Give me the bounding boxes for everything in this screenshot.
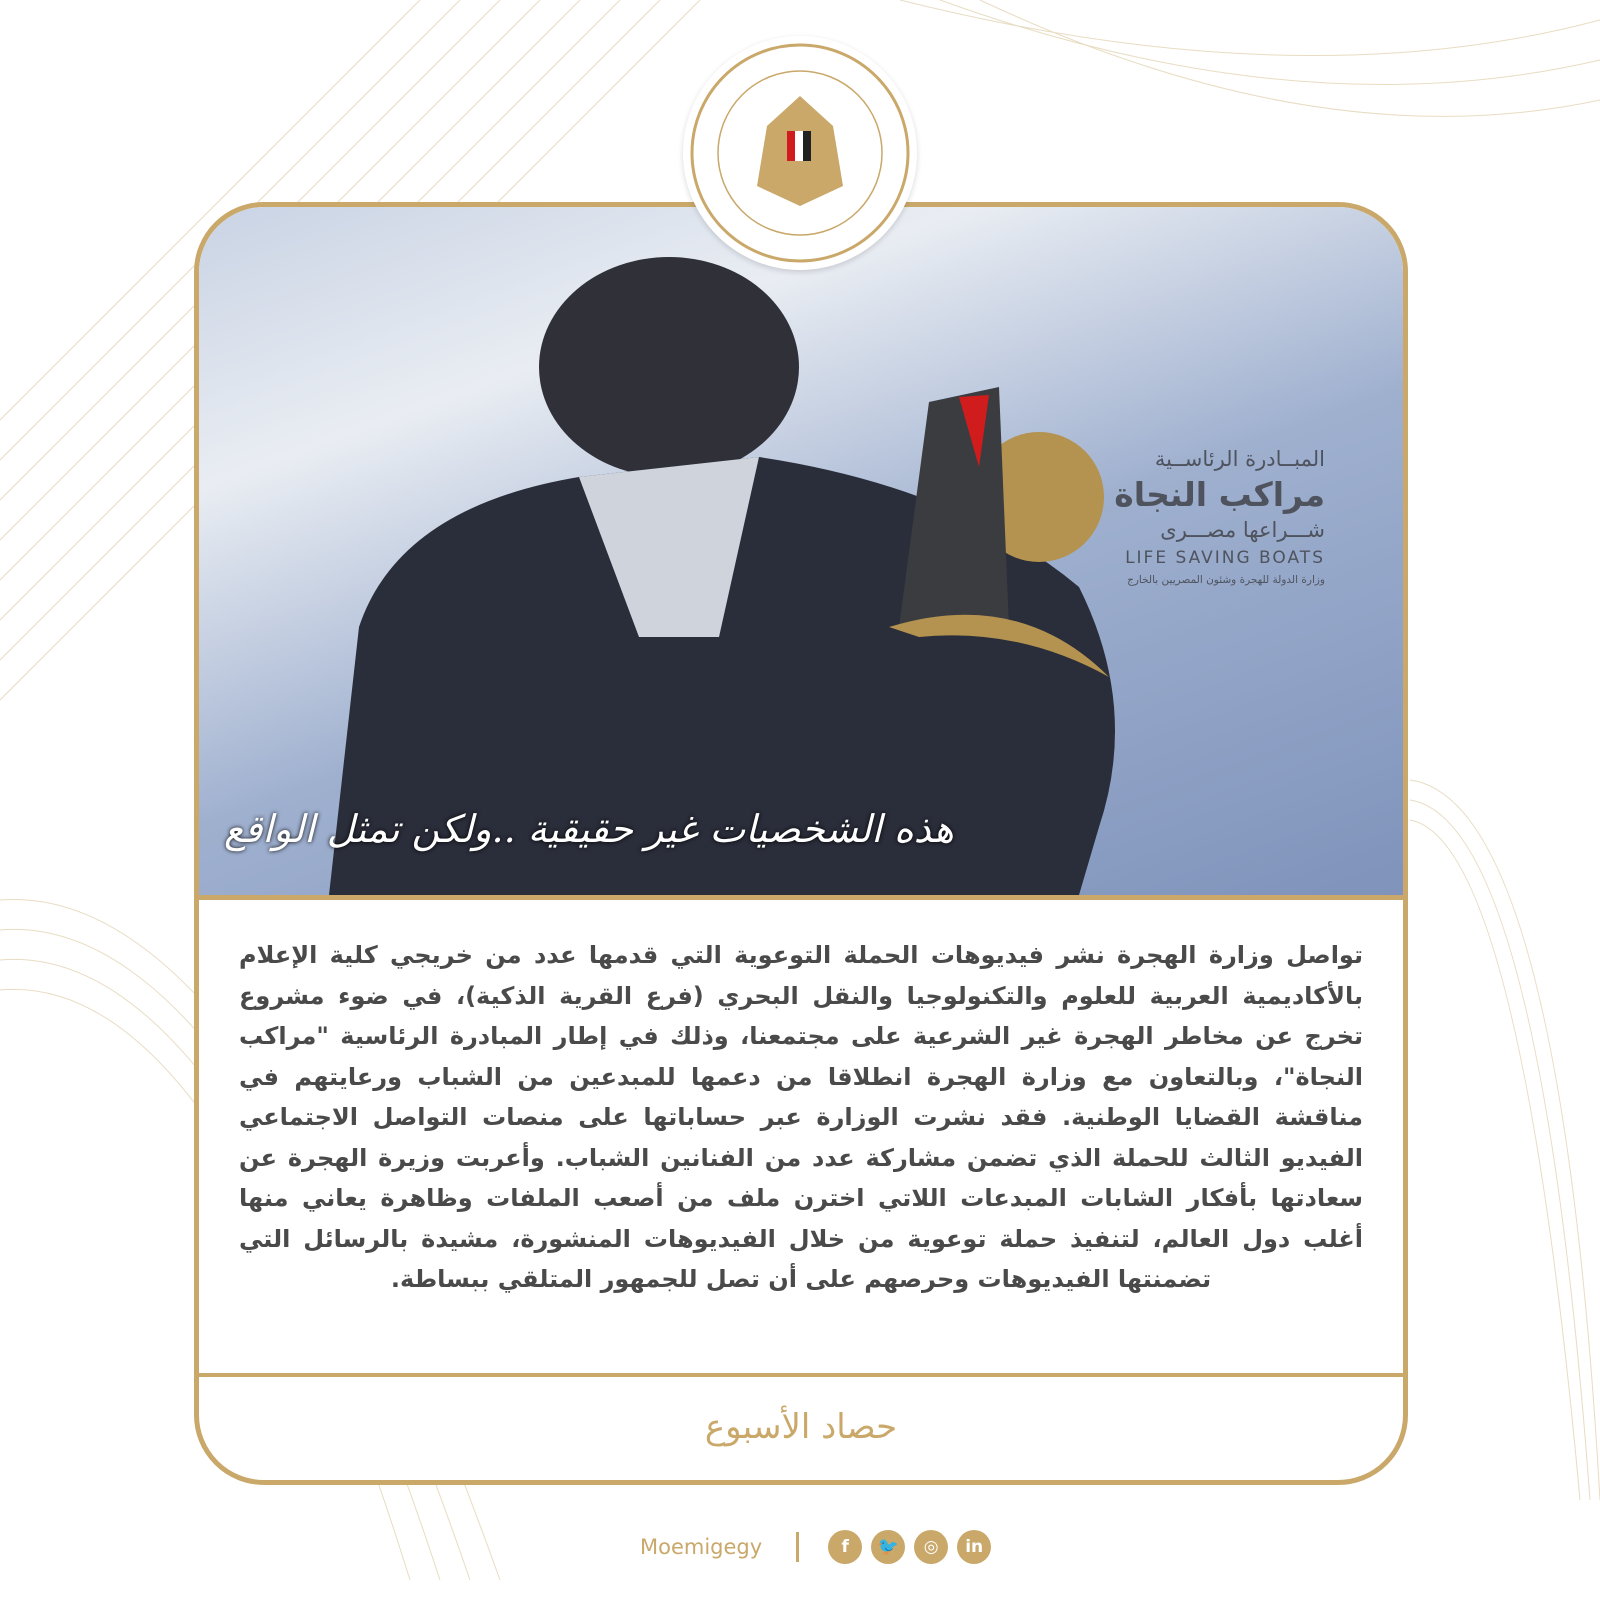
video-caption: هذه الشخصيات غير حقيقية ..ولكن تمثل الواقع xyxy=(224,807,954,851)
facebook-icon[interactable]: f xyxy=(828,1530,862,1564)
post-card xyxy=(194,202,1408,1485)
brand-english: LIFE SAVING BOATS xyxy=(1125,548,1325,568)
footer-separator xyxy=(796,1532,799,1562)
brand-ministry: وزارة الدولة للهجرة وشئون المصريين بالخارج xyxy=(1127,574,1325,586)
instagram-icon[interactable]: ◎ xyxy=(914,1530,948,1564)
linkedin-icon[interactable]: in xyxy=(957,1530,991,1564)
article-text: تواصل وزارة الهجرة نشر فيديوهات الحملة التوعوية التي قدمها عدد من خريجي كلية الإعلام بالأكاديمية العربية للعلوم والتكنولوجيا والنقل البحري (فرع القرية الذكية)، في ضوء مشروع تخرج عن مخاطر الهجرة غير الشرعية على مجتمعنا، وذلك في إطار المبادرة الرئاسية "مراكب النجاة"، وبالتعاون مع وزارة الهجرة انطلاقا من دعمها للمبدعين من الشباب ورعايتهم في مناقشة القضايا الوطنية. فقد نشرت الوزارة عبر حساباتها على منصات التواصل الاجتماعي الفيديو الثالث للحملة الذي تضمن مشاركة عدد من الفنانين الشباب. وأعربت وزيرة الهجرة عن سعادتها بأفكار الشابات المبدعات اللاتي اخترن ملف من أصعب الملفات وظاهرة يعاني منها أغلب دول العالم، لتنفيذ حملة توعوية من خلال الفيديوهات المنشورة، مشيدة بالرسائل التي تضمنتها الفيديوهات وحرصهم على أن تصل للجمهور المتلقي ببساطة. xyxy=(239,941,1363,1293)
social-handle[interactable]: Moemigegy xyxy=(640,1535,763,1559)
footer xyxy=(640,1530,991,1564)
campaign-brand-text xyxy=(1114,447,1325,586)
brand-title: مراكب النجاة xyxy=(1114,475,1325,514)
divider xyxy=(199,1373,1403,1377)
twitter-icon[interactable]: 🐦 xyxy=(871,1530,905,1564)
section-label: حصاد الأسبوع xyxy=(704,1407,898,1447)
ministry-seal-logo xyxy=(683,36,917,270)
brand-line-1: المبــادرة الرئاســية xyxy=(1154,447,1325,471)
brand-line-3: شـــراعها مصـــرى xyxy=(1160,518,1325,542)
video-still-photo xyxy=(199,207,1403,900)
